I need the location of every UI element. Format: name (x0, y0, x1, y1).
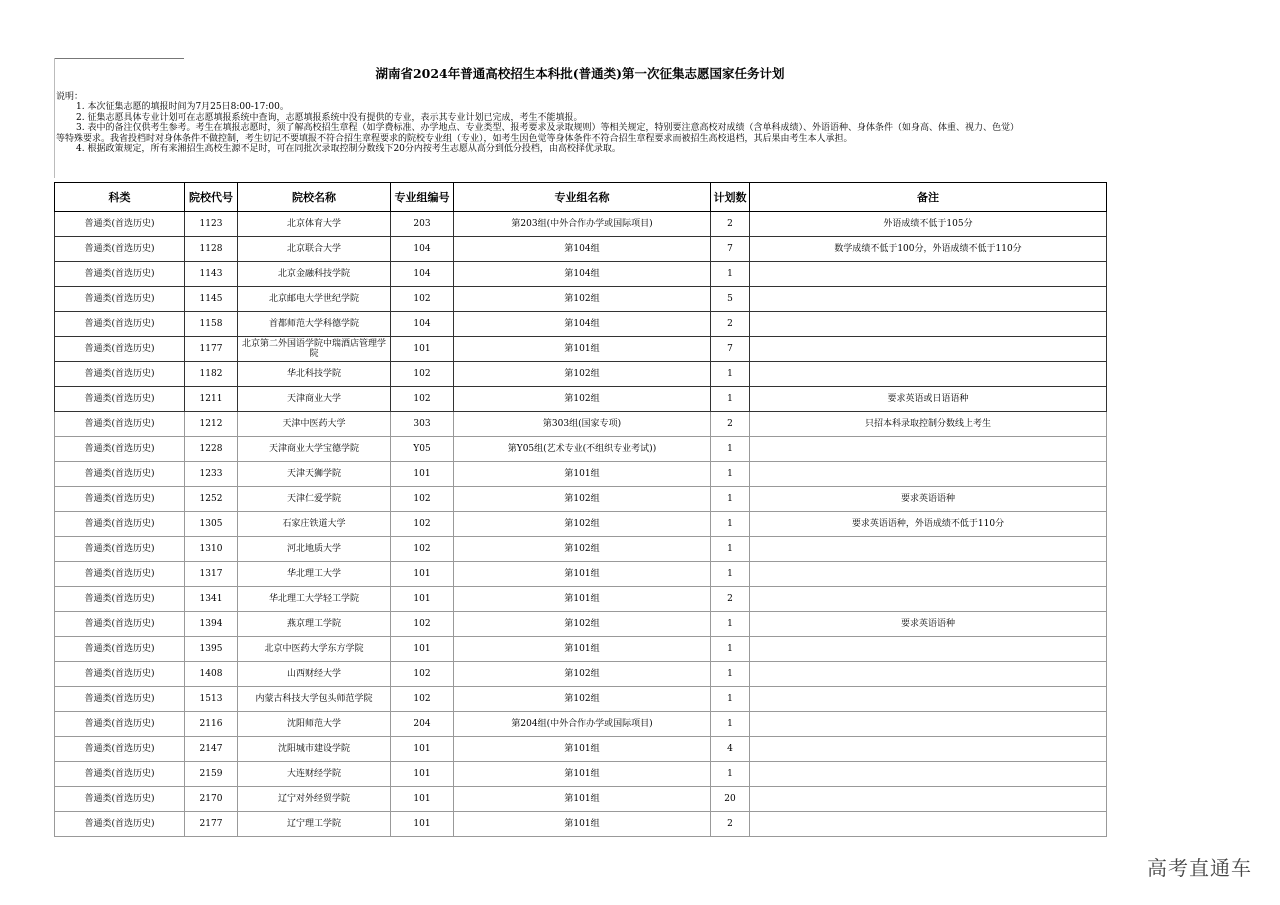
cell-plan-count: 1 (711, 362, 750, 387)
cell-plan-count: 2 (711, 212, 750, 237)
cell-category: 普通类(首选历史) (55, 462, 185, 487)
cell-school-name: 北京中医药大学东方学院 (238, 637, 391, 662)
cell-group-name: 第101组 (454, 462, 711, 487)
cell-school-name: 华北科技学院 (238, 362, 391, 387)
cell-plan-count: 1 (711, 387, 750, 412)
cell-group-code: 102 (391, 487, 454, 512)
cell-group-name: 第101组 (454, 562, 711, 587)
cell-remarks (750, 737, 1107, 762)
cell-school-code: 1145 (185, 287, 238, 312)
cell-plan-count: 1 (711, 687, 750, 712)
cell-school-name: 天津仁爱学院 (238, 487, 391, 512)
cell-school-code: 1394 (185, 612, 238, 637)
note-item: 1. 本次征集志愿的填报时间为7月25日8:00-17:00。 (76, 102, 289, 113)
cell-group-name: 第102组 (454, 287, 711, 312)
table-row (55, 787, 1107, 812)
cell-school-code: 1211 (185, 387, 238, 412)
cell-plan-count: 2 (711, 412, 750, 437)
cell-school-name: 天津中医药大学 (238, 412, 391, 437)
cell-group-name: 第102组 (454, 362, 711, 387)
note-item: 等特殊要求。我省投档时对身体条件不做控制，考生切记不要填报不符合招生章程要求的院校专业组（专业），如考生因色觉等身体条件不符合招生章程要求而被招生高校退档，其后果由考生本人承担。 (56, 133, 853, 144)
cell-school-name: 北京金融科技学院 (238, 262, 391, 287)
header-school-code: 院校代号 (185, 183, 238, 212)
cell-group-name: 第101组 (454, 337, 711, 362)
table-row (55, 487, 1107, 512)
cell-group-name: 第203组(中外合作办学或国际项目) (454, 212, 711, 237)
table-row (55, 762, 1107, 787)
cell-school-name: 天津商业大学 (238, 387, 391, 412)
cell-category: 普通类(首选历史) (55, 412, 185, 437)
table-row (55, 512, 1107, 537)
cell-school-code: 1212 (185, 412, 238, 437)
cell-school-name: 河北地质大学 (238, 537, 391, 562)
cell-category: 普通类(首选历史) (55, 212, 185, 237)
cell-remarks (750, 762, 1107, 787)
cell-group-code: 102 (391, 287, 454, 312)
cell-school-code: 1158 (185, 312, 238, 337)
cell-school-code: 2147 (185, 737, 238, 762)
cell-category: 普通类(首选历史) (55, 687, 185, 712)
table-row (55, 637, 1107, 662)
table-row (55, 812, 1107, 837)
cell-remarks (750, 662, 1107, 687)
cell-remarks (750, 812, 1107, 837)
cell-category: 普通类(首选历史) (55, 287, 185, 312)
cell-remarks (750, 587, 1107, 612)
cell-remarks (750, 787, 1107, 812)
cell-group-code: 101 (391, 337, 454, 362)
cell-group-name: 第101组 (454, 587, 711, 612)
table-body (55, 212, 1107, 837)
table-row (55, 662, 1107, 687)
cell-category: 普通类(首选历史) (55, 737, 185, 762)
cell-school-name: 北京邮电大学世纪学院 (238, 287, 391, 312)
cell-school-code: 2170 (185, 787, 238, 812)
cell-group-name: 第102组 (454, 687, 711, 712)
cell-category: 普通类(首选历史) (55, 487, 185, 512)
cell-group-code: 101 (391, 787, 454, 812)
cell-remarks (750, 562, 1107, 587)
cell-group-code: Y05 (391, 437, 454, 462)
table-row (55, 687, 1107, 712)
header-school-name: 院校名称 (238, 183, 391, 212)
cell-school-code: 1228 (185, 437, 238, 462)
cell-group-name: 第101组 (454, 637, 711, 662)
cell-group-code: 104 (391, 237, 454, 262)
cell-group-code: 101 (391, 762, 454, 787)
cell-remarks (750, 462, 1107, 487)
cell-school-code: 2159 (185, 762, 238, 787)
table-row (55, 337, 1107, 362)
cell-group-name: 第102组 (454, 487, 711, 512)
note-item: 2. 征集志愿具体专业计划可在志愿填报系统中查询，志愿填报系统中没有提供的专业，表示其专业计划已完成，考生不能填报。 (76, 112, 583, 123)
cell-group-name: 第104组 (454, 312, 711, 337)
note-item: 3. 表中的备注仅供考生参考。考生在填报志愿时，须了解高校招生章程（如学费标准、办学地点、专业类型、报考要求及录取规则）等相关规定，特别要注意高校对成绩（含单科成绩）、外语语种、身体条件（如身高、体重、视力、色觉） (76, 123, 1019, 134)
cell-category: 普通类(首选历史) (55, 537, 185, 562)
table-row (55, 587, 1107, 612)
cell-plan-count: 7 (711, 337, 750, 362)
cell-plan-count: 1 (711, 562, 750, 587)
cell-remarks (750, 537, 1107, 562)
cell-plan-count: 1 (711, 512, 750, 537)
table-row (55, 237, 1107, 262)
cell-school-code: 1182 (185, 362, 238, 387)
cell-group-code: 101 (391, 587, 454, 612)
cell-school-name: 燕京理工学院 (238, 612, 391, 637)
cell-school-name: 北京体育大学 (238, 212, 391, 237)
cell-category: 普通类(首选历史) (55, 662, 185, 687)
cell-remarks (750, 712, 1107, 737)
cell-school-name: 华北理工大学 (238, 562, 391, 587)
cell-school-code: 1143 (185, 262, 238, 287)
cell-school-name: 北京联合大学 (238, 237, 391, 262)
table-row (55, 462, 1107, 487)
table-row (55, 537, 1107, 562)
cell-school-code: 2177 (185, 812, 238, 837)
cell-category: 普通类(首选历史) (55, 762, 185, 787)
cell-group-name: 第104组 (454, 262, 711, 287)
cell-school-name: 辽宁理工学院 (238, 812, 391, 837)
cell-group-code: 303 (391, 412, 454, 437)
cell-category: 普通类(首选历史) (55, 612, 185, 637)
cell-group-code: 101 (391, 812, 454, 837)
table-row (55, 212, 1107, 237)
cell-category: 普通类(首选历史) (55, 437, 185, 462)
plan-table (54, 182, 1107, 837)
cell-group-code: 101 (391, 637, 454, 662)
cell-group-name: 第104组 (454, 237, 711, 262)
cell-school-name: 天津商业大学宝德学院 (238, 437, 391, 462)
cell-group-code: 104 (391, 312, 454, 337)
table-row (55, 287, 1107, 312)
cell-remarks: 外语成绩不低于105分 (750, 212, 1107, 237)
cell-school-name: 沈阳师范大学 (238, 712, 391, 737)
cell-school-code: 1177 (185, 337, 238, 362)
cell-category: 普通类(首选历史) (55, 362, 185, 387)
cell-school-name: 北京第二外国语学院中瑞酒店管理学院 (238, 337, 391, 362)
cell-remarks: 只招本科录取控制分数线上考生 (750, 412, 1107, 437)
cell-group-code: 203 (391, 212, 454, 237)
cell-plan-count: 1 (711, 437, 750, 462)
cell-group-code: 102 (391, 387, 454, 412)
cell-school-name: 大连财经学院 (238, 762, 391, 787)
cell-category: 普通类(首选历史) (55, 237, 185, 262)
cell-school-code: 1305 (185, 512, 238, 537)
cell-group-code: 102 (391, 662, 454, 687)
cell-group-name: 第101组 (454, 787, 711, 812)
cell-category: 普通类(首选历史) (55, 262, 185, 287)
cell-school-code: 1128 (185, 237, 238, 262)
cell-plan-count: 4 (711, 737, 750, 762)
cell-group-name: 第102组 (454, 662, 711, 687)
cell-group-name: 第Y05组(艺术专业(不组织专业考试)) (454, 437, 711, 462)
table-row (55, 612, 1107, 637)
cell-category: 普通类(首选历史) (55, 812, 185, 837)
cell-school-code: 1310 (185, 537, 238, 562)
cell-remarks (750, 287, 1107, 312)
cell-group-name: 第101组 (454, 812, 711, 837)
table-row (55, 562, 1107, 587)
cell-group-code: 101 (391, 737, 454, 762)
cell-plan-count: 1 (711, 487, 750, 512)
cell-plan-count: 1 (711, 537, 750, 562)
cell-school-name: 华北理工大学轻工学院 (238, 587, 391, 612)
cell-plan-count: 1 (711, 462, 750, 487)
header-plan-count: 计划数 (711, 183, 750, 212)
cell-group-code: 102 (391, 687, 454, 712)
table-header-row (55, 183, 1107, 212)
header-category: 科类 (55, 183, 185, 212)
watermark: 高考直通车 (1147, 856, 1252, 880)
cell-plan-count: 1 (711, 662, 750, 687)
cell-school-name: 石家庄铁道大学 (238, 512, 391, 537)
cell-school-code: 1317 (185, 562, 238, 587)
cell-category: 普通类(首选历史) (55, 787, 185, 812)
cell-plan-count: 2 (711, 812, 750, 837)
cell-group-name: 第102组 (454, 612, 711, 637)
cell-group-code: 204 (391, 712, 454, 737)
cell-category: 普通类(首选历史) (55, 387, 185, 412)
cell-group-name: 第101组 (454, 737, 711, 762)
cell-group-name: 第102组 (454, 512, 711, 537)
cell-group-name: 第102组 (454, 387, 711, 412)
cell-category: 普通类(首选历史) (55, 587, 185, 612)
cell-plan-count: 1 (711, 262, 750, 287)
cell-school-code: 2116 (185, 712, 238, 737)
cell-plan-count: 2 (711, 312, 750, 337)
cell-plan-count: 7 (711, 237, 750, 262)
notes-section (56, 92, 1096, 154)
header-remarks: 备注 (750, 183, 1107, 212)
cell-school-code: 1395 (185, 637, 238, 662)
table-row (55, 712, 1107, 737)
cell-school-code: 1233 (185, 462, 238, 487)
cell-plan-count: 1 (711, 637, 750, 662)
cell-group-name: 第204组(中外合作办学或国际项目) (454, 712, 711, 737)
cell-remarks (750, 262, 1107, 287)
cell-group-code: 102 (391, 512, 454, 537)
cell-group-code: 102 (391, 537, 454, 562)
cell-school-code: 1252 (185, 487, 238, 512)
cell-school-name: 天津天狮学院 (238, 462, 391, 487)
cell-category: 普通类(首选历史) (55, 712, 185, 737)
cell-group-code: 101 (391, 562, 454, 587)
cell-plan-count: 1 (711, 762, 750, 787)
cell-group-name: 第303组(国家专项) (454, 412, 711, 437)
cell-group-name: 第102组 (454, 537, 711, 562)
cell-group-code: 104 (391, 262, 454, 287)
cell-school-name: 山西财经大学 (238, 662, 391, 687)
cell-plan-count: 5 (711, 287, 750, 312)
cell-category: 普通类(首选历史) (55, 637, 185, 662)
cell-remarks: 数学成绩不低于100分，外语成绩不低于110分 (750, 237, 1107, 262)
cell-school-name: 辽宁对外经贸学院 (238, 787, 391, 812)
table-row (55, 262, 1107, 287)
cell-remarks: 要求英语或日语语种 (750, 387, 1107, 412)
cell-plan-count: 1 (711, 612, 750, 637)
cell-school-name: 内蒙古科技大学包头师范学院 (238, 687, 391, 712)
cell-group-code: 102 (391, 612, 454, 637)
cell-plan-count: 1 (711, 712, 750, 737)
table-row (55, 437, 1107, 462)
cell-plan-count: 20 (711, 787, 750, 812)
cell-remarks: 要求英语语种 (750, 487, 1107, 512)
cell-category: 普通类(首选历史) (55, 562, 185, 587)
cell-group-code: 101 (391, 462, 454, 487)
notes-heading: 说明： (56, 92, 84, 102)
cell-remarks (750, 637, 1107, 662)
cell-remarks: 要求英语语种，外语成绩不低于110分 (750, 512, 1107, 537)
cell-category: 普通类(首选历史) (55, 312, 185, 337)
header-group-name: 专业组名称 (454, 183, 711, 212)
table-row (55, 312, 1107, 337)
corner-border-line (54, 58, 184, 59)
cell-remarks (750, 337, 1107, 362)
cell-remarks (750, 362, 1107, 387)
cell-remarks (750, 312, 1107, 337)
cell-school-name: 沈阳城市建设学院 (238, 737, 391, 762)
cell-group-name: 第101组 (454, 762, 711, 787)
cell-school-code: 1513 (185, 687, 238, 712)
table-row (55, 737, 1107, 762)
cell-school-name: 首都师范大学科德学院 (238, 312, 391, 337)
note-item: 4. 根据政策规定，所有来湘招生高校生源不足时，可在同批次录取控制分数线下20分内按考生志愿从高分到低分投档，由高校择优录取。 (76, 144, 621, 155)
cell-school-code: 1123 (185, 212, 238, 237)
cell-category: 普通类(首选历史) (55, 512, 185, 537)
table-row (55, 362, 1107, 387)
header-group-code: 专业组编号 (391, 183, 454, 212)
table-row (55, 412, 1107, 437)
document-title: 湖南省2024年普通高校招生本科批(普通类)第一次征集志愿国家任务计划 (375, 66, 785, 81)
cell-school-code: 1341 (185, 587, 238, 612)
cell-plan-count: 2 (711, 587, 750, 612)
cell-remarks: 要求英语语种 (750, 612, 1107, 637)
table-row (55, 387, 1107, 412)
cell-remarks (750, 687, 1107, 712)
cell-remarks (750, 437, 1107, 462)
cell-group-code: 102 (391, 362, 454, 387)
cell-school-code: 1408 (185, 662, 238, 687)
cell-category: 普通类(首选历史) (55, 337, 185, 362)
